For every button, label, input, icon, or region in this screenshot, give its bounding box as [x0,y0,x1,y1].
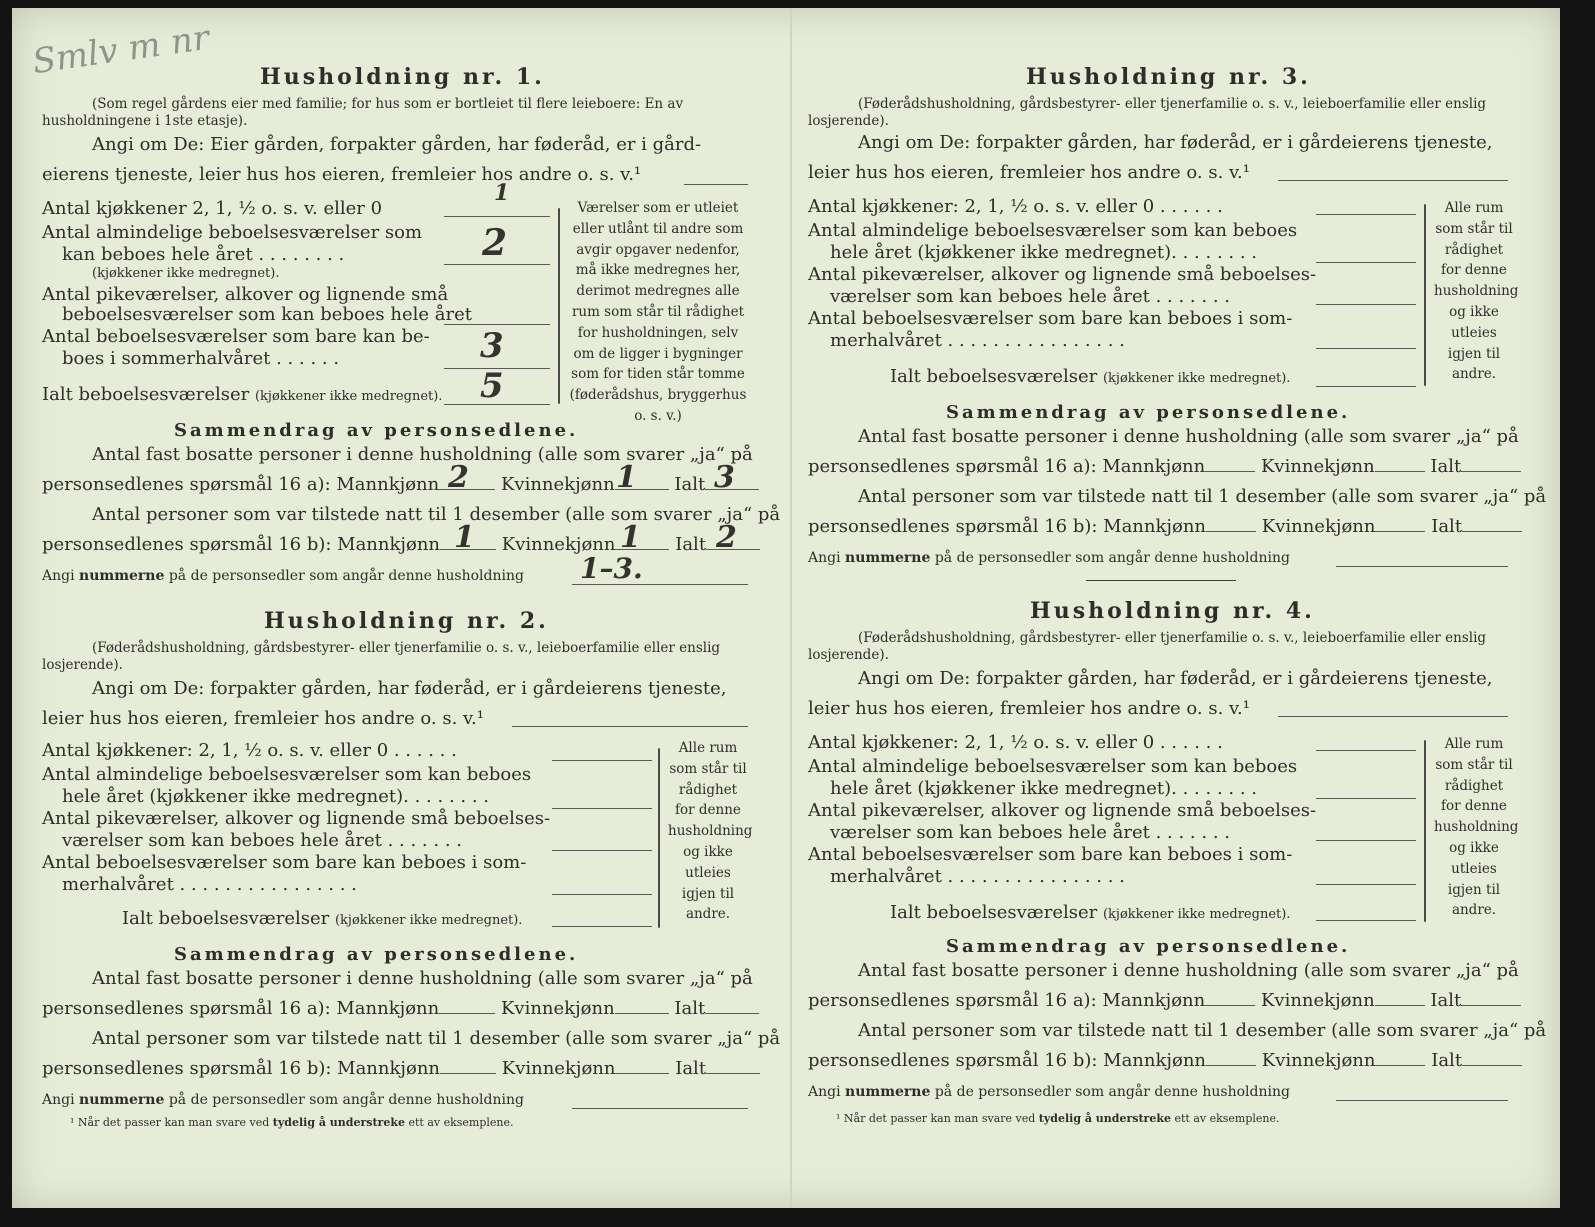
h2-question-line2: leier hus hos eieren, fremleier hos andre o. s. v.¹ [42,708,484,729]
h1-question-line1: Angi om De: Eier gården, forpakter gården, har føderåd, er i gård- [92,134,702,155]
h1-maid-label-b: beboelsesværelser som kan beboes hele året [62,304,472,325]
h3-s2-line2: personsedlenes spørsmål 16 b): Mannkjønn Kvinnekjønn Ialt [808,516,1522,537]
h4-side-note: Alle rum som står til rådighet for denne husholdning og ikke utleies igjen til andre. [1434,736,1519,919]
h3-summary-title: Sammendrag av personsedlene. [946,402,1351,423]
section-subtitle-h3: (Føderådshusholdning, gårdsbestyrer- eller tjenerfamilie o. s. v., leieboerfamilie eller enslig losjerende). [808,96,1487,129]
h4-s1-line1: Antal fast bosatte personer i denne husholdning (alle som svarer „ja“ på [858,960,1519,981]
h4-kitchens-label: Antal kjøkkener: 2, 1, ½ o. s. v. eller 0 . . . . . . [808,732,1223,753]
h2-numbers-line: Angi nummerne på de personsedler som angår denne husholdning [42,1092,524,1108]
h1-kitchens-label: Antal kjøkkener 2, 1, ½ o. s. v. eller 0 [42,198,383,219]
h1-s2-line1: Antal personer som var tilstede natt til 1 desember (alle som svarer „ja“ på [92,504,781,525]
h3-summer-label-b: merhalvåret . . . . . . . . . . . . . . . . [830,330,1125,351]
h4-summer-label-b: merhalvåret . . . . . . . . . . . . . . . . [830,866,1125,887]
h3-kitchens-label: Antal kjøkkener: 2, 1, ½ o. s. v. eller 0 . . . . . . [808,196,1223,217]
h2-maid-label-a: Antal pikeværelser, alkover og lignende små beboelses- [42,808,551,829]
h4-summary-title: Sammendrag av personsedlene. [946,936,1351,957]
h2-maid-label-b: værelser som kan beboes hele året . . . . . . . [62,830,462,851]
h1-kitchens-value: 1 [494,180,510,206]
h1-s2-total: 2 [716,520,737,555]
h1-summary-title: Sammendrag av personsedlene. [174,420,579,441]
h4-maid-label-b: værelser som kan beboes hele året . . . . . . . [830,822,1230,843]
h1-rooms-label-a: Antal almindelige beboelsesværelser som [42,222,423,243]
h3-numbers-line: Angi nummerne på de personsedler som angår denne husholdning [808,550,1290,566]
h4-rooms-label-b: hele året (kjøkkener ikke medregnet). . . . . . . . [830,778,1257,799]
page-fold [790,8,792,1208]
footnote-left: ¹ Når det passer kan man svare ved tydelig å understreke ett av eksemplene. [70,1116,514,1129]
h1-total-label: Ialt beboelsesværelser (kjøkkener ikke medregnet). [42,384,443,405]
h1-s1-male: 2 [448,460,469,495]
section-title-h1: Husholdning nr. 1. [260,64,545,90]
h2-s2-line1: Antal personer som var tilstede natt til 1 desember (alle som svarer „ja“ på [92,1028,781,1049]
section-subtitle-h4: (Føderådshusholdning, gårdsbestyrer- eller tjenerfamilie o. s. v., leieboerfamilie eller enslig losjerende). [808,630,1487,663]
h1-s2-line2: personsedlenes spørsmål 16 b): Mannkjønn Kvinnekjønn Ialt [42,534,760,555]
h2-rooms-label-a: Antal almindelige beboelsesværelser som kan beboes [42,764,532,785]
census-form-sheet [12,8,1560,1208]
h4-s1-line2: personsedlenes spørsmål 16 a): Mannkjønn Kvinnekjønn Ialt [808,990,1521,1011]
h1-total-value: 5 [480,366,504,406]
h1-question-line2: eierens tjeneste, leier hus hos eieren, fremleier hos andre o. s. v.¹ [42,164,642,185]
h2-kitchens-label: Antal kjøkkener: 2, 1, ½ o. s. v. eller 0 . . . . . . [42,740,457,761]
h2-summer-label-b: merhalvåret . . . . . . . . . . . . . . . . [62,874,357,895]
h1-rooms-label-b: kan beboes hele året . . . . . . . . [62,244,345,265]
h3-s1-line1: Antal fast bosatte personer i denne husholdning (alle som svarer „ja“ på [858,426,1519,447]
h1-rooms-label-c: (kjøkkener ikke medregnet). [92,266,280,281]
h3-s2-line1: Antal personer som var tilstede natt til 1 desember (alle som svarer „ja“ på [858,486,1547,507]
h1-summer-label-b: boes i sommerhalvåret . . . . . . [62,348,340,369]
h4-total-label: Ialt beboelsesværelser (kjøkkener ikke medregnet). [890,902,1291,923]
section-title-h3: Husholdning nr. 3. [1026,64,1311,90]
h1-s1-total: 3 [714,460,735,495]
h2-brace [658,748,660,928]
h1-s1-female: 1 [616,460,637,495]
h1-s1-line2: personsedlenes spørsmål 16 a): Mannkjønn Kvinnekjønn Ialt [42,474,759,495]
h4-summer-label-a: Antal beboelsesværelser som bare kan beboes i som- [808,844,1293,865]
h4-rooms-label-a: Antal almindelige beboelsesværelser som kan beboes [808,756,1298,777]
h4-s2-line1: Antal personer som var tilstede natt til 1 desember (alle som svarer „ja“ på [858,1020,1547,1041]
h3-maid-label-b: værelser som kan beboes hele året . . . . . . . [830,286,1230,307]
h2-s2-line2: personsedlenes spørsmål 16 b): Mannkjønn Kvinnekjønn Ialt [42,1058,760,1079]
h1-summer-label-a: Antal beboelsesværelser som bare kan be- [42,326,430,347]
h3-total-label: Ialt beboelsesværelser (kjøkkener ikke medregnet). [890,366,1291,387]
h4-question-line2: leier hus hos eieren, fremleier hos andre o. s. v.¹ [808,698,1250,719]
h1-s1-line1: Antal fast bosatte personer i denne husholdning (alle som svarer „ja“ på [92,444,753,465]
section-subtitle-h1: (Som regel gårdens eier med familie; for hus som er bortleiet til flere leieboere: En av husholdningene i 1ste etasje). [42,96,684,129]
h1-brace [558,208,560,404]
section-subtitle-h2: (Føderådshusholdning, gårdsbestyrer- eller tjenerfamilie o. s. v., leieboerfamilie eller enslig losjerende). [42,640,721,673]
h2-summary-title: Sammendrag av personsedlene. [174,944,579,965]
h4-maid-label-a: Antal pikeværelser, alkover og lignende små beboelses- [808,800,1317,821]
section-separator [1086,580,1236,581]
h2-s1-line2: personsedlenes spørsmål 16 a): Mannkjønn Kvinnekjønn Ialt [42,998,759,1019]
h1-s2-female: 1 [620,520,641,555]
h3-rooms-label-a: Antal almindelige beboelsesværelser som kan beboes [808,220,1298,241]
h2-summer-label-a: Antal beboelsesværelser som bare kan beboes i som- [42,852,527,873]
section-title-h4: Husholdning nr. 4. [1030,598,1315,624]
h3-summer-label-a: Antal beboelsesværelser som bare kan beboes i som- [808,308,1293,329]
h4-question-line1: Angi om De: forpakter gården, har føderåd, er i gårdeierens tjeneste, [858,668,1493,689]
h1-numbers-value: 1–3. [580,552,643,585]
h2-total-label: Ialt beboelsesværelser (kjøkkener ikke medregnet). [122,908,523,929]
h2-question-line1: Angi om De: forpakter gården, har føderåd, er i gårdeierens tjeneste, [92,678,727,699]
h3-maid-label-a: Antal pikeværelser, alkover og lignende små beboelses- [808,264,1317,285]
h1-rooms-value: 2 [482,222,508,264]
h3-s1-line2: personsedlenes spørsmål 16 a): Mannkjønn Kvinnekjønn Ialt [808,456,1521,477]
h4-numbers-line: Angi nummerne på de personsedler som angår denne husholdning [808,1084,1290,1100]
margin-handwriting: Smlv m nr [30,17,212,83]
footnote-right: ¹ Når det passer kan man svare ved tydelig å understreke ett av eksemplene. [836,1112,1280,1125]
h1-side-note: Værelser som er utleiet eller utlånt til andre som avgir opgaver nedenfor, må ikke medregnes her, derimot medregnes alle rum som står til rådighet for husholdningen, selv om de ligger i bygninger som for tiden står tomme (føderådshus, bryggerhus o. s. v.) [569,200,747,424]
h3-question-line1: Angi om De: forpakter gården, har føderåd, er i gårdeierens tjeneste, [858,132,1493,153]
section-title-h2: Husholdning nr. 2. [264,608,549,634]
h2-side-note: Alle rum som står til rådighet for denne husholdning og ikke utleies igjen til andre. [668,740,753,923]
h3-brace [1424,204,1426,386]
h2-rooms-label-b: hele året (kjøkkener ikke medregnet). . . . . . . . [62,786,489,807]
h4-s2-line2: personsedlenes spørsmål 16 b): Mannkjønn Kvinnekjønn Ialt [808,1050,1522,1071]
h3-side-note: Alle rum som står til rådighet for denne husholdning og ikke utleies igjen til andre. [1434,200,1519,383]
h1-numbers-line: Angi nummerne på de personsedler som angår denne husholdning [42,568,524,584]
h1-maid-label-a: Antal pikeværelser, alkover og lignende små [42,284,449,305]
h1-summer-value: 3 [480,326,504,366]
h3-question-line2: leier hus hos eieren, fremleier hos andre o. s. v.¹ [808,162,1250,183]
h3-rooms-label-b: hele året (kjøkkener ikke medregnet). . . . . . . . [830,242,1257,263]
h1-s2-male: 1 [454,520,475,555]
h2-s1-line1: Antal fast bosatte personer i denne husholdning (alle som svarer „ja“ på [92,968,753,989]
h4-brace [1424,740,1426,922]
